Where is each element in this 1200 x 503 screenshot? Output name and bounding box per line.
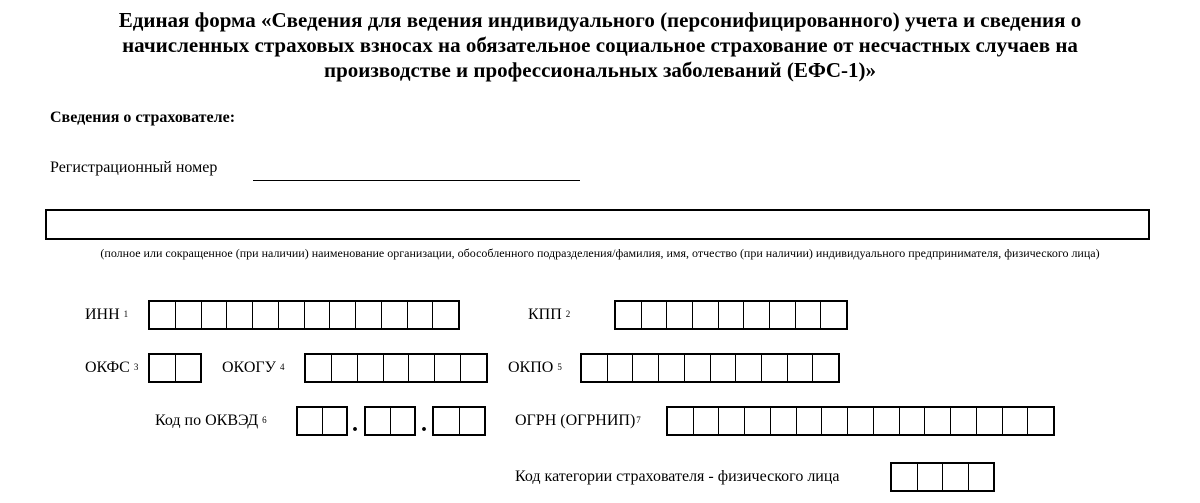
kpp-cell[interactable] [796,302,822,328]
okved-separator-dot: . [421,411,427,437]
inn-cell[interactable] [330,302,356,328]
kpp-label-text: КПП [528,306,562,323]
okpo-label [508,353,562,383]
okved-cell[interactable] [366,408,391,434]
okved-footnote-mark: 6 [262,415,267,425]
category-code-cells [890,462,995,492]
ogrn-cell[interactable] [822,408,848,434]
okpo-cell[interactable] [711,355,737,381]
inn-cells [148,300,460,330]
insurer-name-field[interactable] [45,209,1150,240]
form-title-line-3: производстве и профессиональных заболеваний (ЕФС-1)» [323,58,877,82]
ogrn-cell[interactable] [797,408,823,434]
inn-cell[interactable] [253,302,279,328]
okogu-cell[interactable] [409,355,435,381]
okved-label-text: Код по ОКВЭД [155,412,259,429]
form-title-line-1: Единая форма «Сведения для ведения индивидуального (персонифицированного) учета и сведения о [118,8,1082,32]
okogu-footnote-mark: 4 [279,362,285,372]
kpp-cell[interactable] [642,302,668,328]
okpo-cell[interactable] [685,355,711,381]
okogu-cell[interactable] [332,355,358,381]
inn-cell[interactable] [433,302,458,328]
ogrn-label [515,406,641,436]
ogrn-cells [666,406,1055,436]
okpo-cell[interactable] [582,355,608,381]
ogrn-label-text: ОГРН (ОГРНИП) [515,412,636,429]
okfs-label-text: ОКФС [85,359,130,376]
okogu-cell[interactable] [384,355,410,381]
okved-cell[interactable] [460,408,485,434]
inn-cell[interactable] [176,302,202,328]
ogrn-cell[interactable] [1003,408,1029,434]
ogrn-cell[interactable] [1028,408,1053,434]
ogrn-cell[interactable] [668,408,694,434]
form-title [0,8,1200,83]
ogrn-cell[interactable] [977,408,1003,434]
section-title-insurer: Сведения о страхователе: [50,109,236,126]
kpp-cell[interactable] [693,302,719,328]
category-code-cell[interactable] [943,464,969,490]
kpp-label [528,300,570,330]
okpo-footnote-mark: 5 [557,362,562,372]
ogrn-cell[interactable] [925,408,951,434]
inn-footnote-mark: 1 [123,309,129,319]
kpp-cell[interactable] [616,302,642,328]
registration-number-label: Регистрационный номер [50,159,218,176]
inn-cell[interactable] [202,302,228,328]
category-code-cell[interactable] [918,464,944,490]
kpp-cell[interactable] [719,302,745,328]
okpo-cell[interactable] [659,355,685,381]
okved-cells-group-3 [432,406,486,436]
kpp-cell[interactable] [667,302,693,328]
inn-cell[interactable] [150,302,176,328]
ogrn-cell[interactable] [900,408,926,434]
kpp-footnote-mark: 2 [565,309,571,319]
okogu-cells [304,353,488,383]
ogrn-cell[interactable] [771,408,797,434]
okogu-cell[interactable] [435,355,461,381]
okfs-footnote-mark: 3 [133,362,139,372]
okpo-cells [580,353,840,383]
inn-label-text: ИНН [85,306,120,323]
okogu-label-text: ОКОГУ [222,359,276,376]
ogrn-cell[interactable] [874,408,900,434]
ogrn-cell[interactable] [951,408,977,434]
okved-separator-dot: . [352,411,358,437]
okved-cells-group-2 [364,406,416,436]
ogrn-cell[interactable] [848,408,874,434]
kpp-cells [614,300,848,330]
inn-cell[interactable] [382,302,408,328]
kpp-cell[interactable] [821,302,846,328]
inn-label [85,300,128,330]
inn-cell[interactable] [356,302,382,328]
okfs-label [85,353,138,383]
okpo-cell[interactable] [633,355,659,381]
okogu-label [222,353,284,383]
okpo-cell[interactable] [762,355,788,381]
category-code-label [515,462,840,492]
category-code-label-text: Код категории страхователя - физического лица [515,468,840,485]
okpo-cell[interactable] [788,355,814,381]
okved-cell[interactable] [391,408,415,434]
okved-cell[interactable] [298,408,323,434]
okpo-label-text: ОКПО [508,359,554,376]
okfs-cell[interactable] [150,355,176,381]
okpo-cell[interactable] [608,355,634,381]
ogrn-footnote-mark: 7 [636,415,641,425]
okfs-cell[interactable] [176,355,201,381]
okved-cell[interactable] [323,408,347,434]
okpo-cell[interactable] [813,355,838,381]
category-code-cell[interactable] [892,464,918,490]
okogu-cell[interactable] [306,355,332,381]
inn-cell[interactable] [227,302,253,328]
ogrn-cell[interactable] [745,408,771,434]
inn-cell[interactable] [408,302,434,328]
form-title-line-2: начисленных страховых взносах на обязательное социальное страхование от несчастных случаев на [122,33,1078,57]
inn-cell[interactable] [279,302,305,328]
okfs-cells [148,353,202,383]
okogu-cell[interactable] [358,355,384,381]
insurer-name-caption: (полное или сокращенное (при наличии) наименование организации, обособленного подразделения/фамилия, имя, отчество (при наличии) индивидуального предпринимателя, физического лица) [100,246,1100,260]
ogrn-cell[interactable] [719,408,745,434]
kpp-cell[interactable] [744,302,770,328]
okved-cell[interactable] [434,408,460,434]
kpp-cell[interactable] [770,302,796,328]
registration-number-field[interactable] [253,166,580,181]
okogu-cell[interactable] [461,355,486,381]
inn-cell[interactable] [305,302,331,328]
okved-cells-group-1 [296,406,348,436]
ogrn-cell[interactable] [694,408,720,434]
category-code-cell[interactable] [969,464,994,490]
okpo-cell[interactable] [736,355,762,381]
okved-label [155,406,267,436]
